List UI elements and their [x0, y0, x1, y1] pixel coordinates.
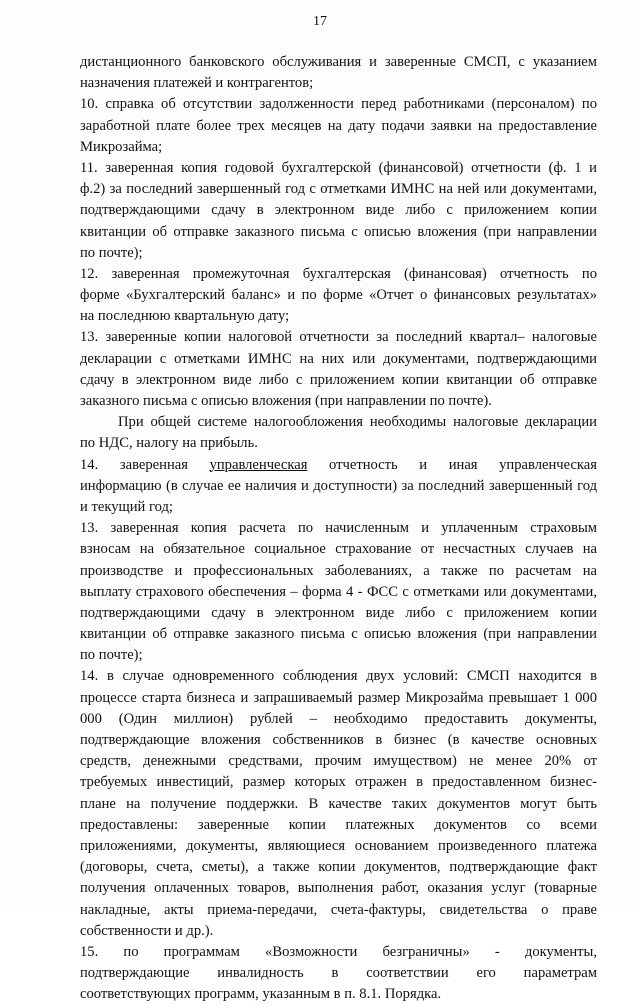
- text-line: Микрозайма;: [80, 138, 163, 155]
- text-line: 14. заверенная управленческая отчетность и иная управленческая: [80, 456, 597, 473]
- text-line: 12. заверенная промежуточная бухгалтерская (финансовая) отчетность по: [80, 265, 597, 282]
- text-line: сдачу в электронном виде либо с приложением копии квитанции об отправке: [80, 371, 597, 388]
- text-line: требуемых инвестиций, размер которых отражен в предоставленном бизнес-: [80, 774, 597, 791]
- text-line: и текущий год;: [80, 498, 173, 515]
- text-line: подтверждающими сдачу в электронном виде либо с приложением копии: [80, 604, 597, 621]
- text-line: по почте);: [80, 647, 143, 664]
- text-line: получения оплаченных товаров, выполнения работ, оказания услуг (товарные: [80, 880, 597, 897]
- text-line: дистанционного банковского обслуживания и заверенные СМСП, с указанием: [80, 54, 597, 70]
- text-line: по почте);: [80, 244, 143, 261]
- text-line: назначения платежей и контрагентов;: [80, 75, 314, 92]
- page-number: 17: [313, 14, 327, 29]
- text-line: 10. справка об отсутствии задолженности перед работниками (персоналом) по: [80, 96, 597, 113]
- text-line: подтверждающие инвалидность в соответствии его параметрам: [80, 965, 597, 982]
- text-line: заказного письма с описью вложения (при направлении по почте).: [80, 393, 492, 409]
- text-line: информацию (в случае ее наличия и доступности) за последний завершенный год: [80, 477, 597, 494]
- text-line: (договоры, счета, сметы), а также копии документов, подтверждающие факт: [80, 859, 597, 876]
- text-line: процессе старта бизнеса и запрашиваемый размер Микрозайма превышает 1 000: [80, 689, 597, 706]
- text-line: соответствующих программ, указанным в п. 8.1. Порядка.: [80, 986, 442, 1003]
- document-body: [80, 52, 597, 1005]
- text-line: 000 (Один миллион) рублей – необходимо предоставить документы,: [80, 710, 597, 727]
- text-line: При общей системе налогообложения необходимы налоговые декларации: [118, 414, 597, 431]
- text-line: квитанции об отправке заказного письма с описью вложения (при направлении: [80, 626, 597, 643]
- text-line: квитанции об отправке заказного письма с описью вложения (при направлении: [80, 223, 597, 240]
- text-line: декларации с отметками ИМНС на них или документами, подтверждающими: [80, 350, 597, 367]
- text-line: 15. по программам «Возможности безграничны» - документы,: [80, 943, 597, 960]
- text-line: накладные, акты приема-передачи, счета-фактуры, свидетельства о праве: [80, 901, 597, 918]
- text-line: форме «Бухгалтерский баланс» и по форме «Отчет о финансовых результатах»: [80, 287, 597, 304]
- text-line: на последнюю квартальную дату;: [80, 308, 290, 325]
- text-line: предоставлены: заверенные копии платежных документов со всеми: [80, 816, 597, 833]
- text-line: 13. заверенные копии налоговой отчетности за последний квартал– налоговые: [80, 329, 597, 346]
- text-line: 14. в случае одновременного соблюдения двух условий: СМСП находится в: [80, 668, 597, 685]
- text-line: взносам на обязательное социальное страхование от несчастных случаев на: [80, 541, 597, 558]
- text-line: заработной плате более трех месяцев на дату подачи заявки на предоставление: [80, 117, 597, 134]
- text-line: производстве и профессиональных заболеваниях, а также по расчетам на: [80, 562, 597, 579]
- text-line: плане на получение поддержки. В качестве таких документов могут быть: [80, 795, 597, 812]
- text-line: ф.2) за последний завершенный год с отметками ИМНС на ней или документами,: [80, 181, 597, 198]
- text-line: приложениями, документы, являющиеся основанием произведенного платежа: [80, 837, 597, 854]
- text-line: подтверждающими сдачу в электронном виде либо с приложением копии: [80, 202, 597, 219]
- text-line: собственности и др.).: [80, 922, 214, 939]
- text-line: 13. заверенная копия расчета по начисленным и уплаченным страховым: [80, 520, 597, 537]
- text-line: выплату страхового обеспечения – форма 4 - ФСС с отметками или документами,: [80, 583, 597, 600]
- text-line: 11. заверенная копия годовой бухгалтерской (финансовой) отчетности (ф. 1 и: [80, 159, 597, 176]
- text-line: по НДС, налогу на прибыль.: [80, 435, 258, 452]
- text-line: средств, денежными средствами, прочим имуществом) не менее 20% от: [80, 753, 597, 770]
- text-line: подтверждающие вложения собственников в бизнес (в качестве основных: [80, 732, 597, 748]
- underlined-word: управленческая: [209, 456, 308, 473]
